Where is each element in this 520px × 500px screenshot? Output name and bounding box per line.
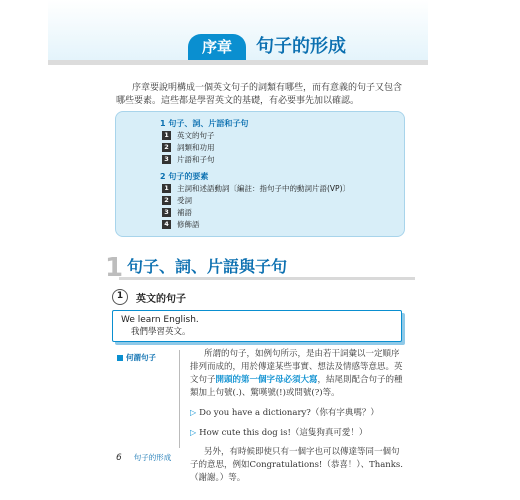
example-sentence xyxy=(190,406,405,420)
subsection-title: 英文的句子 xyxy=(136,293,186,305)
toc-group-title: 1 句子、詞、片語和子句 xyxy=(160,119,249,128)
triangle-bullet-icon: ▷ xyxy=(190,428,197,437)
toc-item xyxy=(160,130,404,141)
header-rule xyxy=(48,60,428,65)
toc-item-number: 2 xyxy=(162,196,171,205)
example-chinese: 我們學習英文。 xyxy=(131,327,191,337)
body-text-part: ，結尾則配合句子的種類加上句號(.)、驚嘆號(!)或問號(?)等。 xyxy=(190,375,403,398)
body-text-part: 所謂的句子，如例句所示，是由若干詞彙以一定順序排列而成的，用於傳達某些事實、想法及情感等意思。英文句子 xyxy=(190,349,403,385)
section-number: 1 xyxy=(105,253,124,283)
toc-item-number: 2 xyxy=(162,143,171,152)
example-box xyxy=(112,310,402,342)
example-sentence-text: Do you have a dictionary?（你有字典嗎？） xyxy=(199,408,379,418)
toc-item-label: 片語和子句 xyxy=(177,155,215,164)
body-paragraph: 另外，有時候即使只有一個字也可以傳達等同一個句子的意思，例如Congratulations!（恭喜！）、Thanks.（謝謝。）等。 xyxy=(190,447,403,483)
toc-item-number: 3 xyxy=(162,155,171,164)
toc-item xyxy=(160,183,404,194)
body-text xyxy=(190,348,405,485)
toc-group-title: 2 句子的要素 xyxy=(160,172,209,181)
square-bullet-icon xyxy=(117,355,123,361)
toc-item-label: 詞類和功用 xyxy=(177,143,215,152)
intro-paragraph: 序章要說明構成一個英文句子的詞類有哪些，而有意義的句子又包含哪些要素。這些都是學習英文的基礎，有必要事先加以確認。 xyxy=(116,83,403,106)
toc-item xyxy=(160,219,404,230)
toc-item xyxy=(160,154,404,165)
toc-item-number: 1 xyxy=(162,131,171,140)
toc-item-label: 受詞 xyxy=(177,196,192,205)
toc-item-label: 英文的句子 xyxy=(177,131,215,140)
example-sentence-text: How cute this dog is!（這隻狗真可愛！） xyxy=(199,428,368,438)
side-note xyxy=(117,352,156,363)
page-number: 6 xyxy=(116,453,122,463)
chapter-title: 句子的形成 xyxy=(256,36,346,57)
example-sentence xyxy=(190,426,405,440)
toc-item-label: 修飾語 xyxy=(177,220,200,229)
chapter-badge: 序章 xyxy=(188,34,246,60)
example-english: We learn English. xyxy=(121,315,199,325)
side-note-label: 何謂句子 xyxy=(126,353,156,362)
toc-item xyxy=(160,195,404,206)
toc-item-number: 3 xyxy=(162,208,171,217)
toc-item-label: 主詞和述語動詞〔編註：指句子中的動詞片語(VP)〕 xyxy=(177,184,351,193)
toc-item xyxy=(160,142,404,153)
subsection-heading xyxy=(112,289,186,305)
divider-line xyxy=(179,350,180,448)
chapter-header xyxy=(48,0,428,92)
toc-item xyxy=(160,207,404,218)
section-title: 句子、詞、片語與子句 xyxy=(127,257,288,276)
triangle-bullet-icon: ▷ xyxy=(190,408,197,417)
footer-title: 句子的形成 xyxy=(133,453,172,462)
toc-item-number: 4 xyxy=(162,220,171,229)
section-underline xyxy=(119,277,415,280)
table-of-contents xyxy=(115,111,405,237)
section-heading xyxy=(105,255,415,281)
page-footer xyxy=(116,452,171,463)
subsection-number: 1 xyxy=(112,289,128,305)
highlight-text: 開頭的第一個字母必須大寫 xyxy=(215,375,318,385)
toc-item-number: 1 xyxy=(162,184,171,193)
toc-item-label: 補語 xyxy=(177,208,192,217)
body-paragraph xyxy=(190,348,405,400)
